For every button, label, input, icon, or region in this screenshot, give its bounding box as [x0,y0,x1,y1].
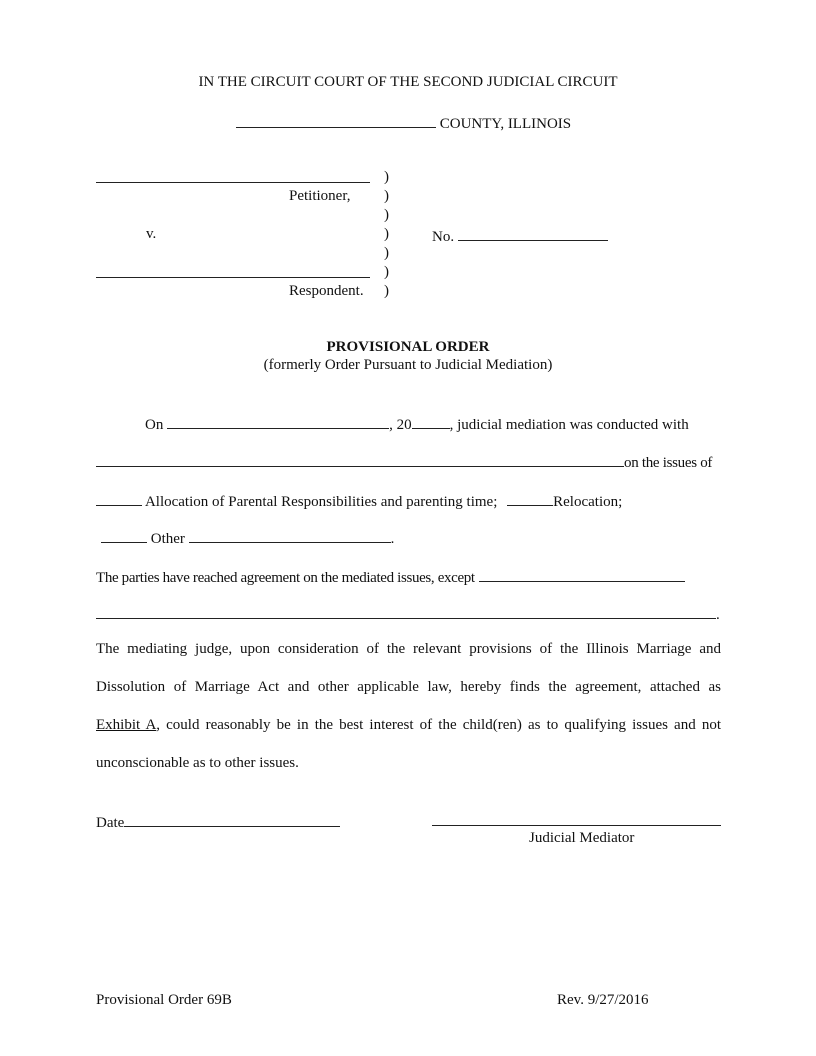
finding-line-4: unconscionable as to other issues. [96,755,299,771]
revision-date: Rev. 9/27/2016 [557,992,649,1008]
petitioner-label: Petitioner, [289,188,351,204]
case-number-label: No. [432,229,455,245]
year-prefix: , 20 [389,417,412,433]
period: . [390,531,395,547]
caption-paren: ) [384,245,389,261]
finding-line-1: The mediating judge, upon consideration of the relevant provisions of the Illinois Marriage and [96,641,721,657]
caption-paren: ) [384,188,389,204]
exceptions-continued-blank[interactable] [96,604,716,619]
date-label: Date [96,815,125,831]
allocation-text: Allocation of Parental Responsibilities and parenting time; [144,494,498,510]
respondent-label: Respondent. [289,283,364,299]
exceptions-continued-line [96,604,720,624]
mediator-label: Judicial Mediator [529,830,635,846]
relocation-checkbox-blank[interactable] [507,491,553,506]
period: . [716,607,720,623]
caption-paren: ) [384,264,389,280]
caption-paren: ) [384,207,389,223]
court-heading: IN THE CIRCUIT COURT OF THE SECOND JUDICIAL CIRCUIT [198,74,618,90]
mediation-date-blank[interactable] [167,414,389,429]
finding-line-3-text: , could reasonably be in the best interest of the child(ren) as to qualifying issues and not [156,717,721,733]
respondent-name-blank[interactable] [96,263,370,278]
caption-paren: ) [384,226,389,242]
other-description-blank[interactable] [189,528,391,543]
parties-line [96,452,712,472]
parties-blank[interactable] [96,452,624,467]
issues-line [96,491,622,511]
issues-of-text: on the issues of [624,455,713,471]
finding-line-3 [96,717,721,734]
allocation-checkbox-blank[interactable] [96,491,142,506]
conducted-text: , judicial mediation was conducted with [449,417,689,433]
caption-paren: ) [384,169,389,185]
agreement-line [96,567,685,587]
county-label: COUNTY, ILLINOIS [439,116,572,132]
on-label: On [145,417,164,433]
county-line [236,113,571,133]
date-line [96,812,340,832]
form-name: Provisional Order 69B [96,992,232,1008]
date-blank[interactable] [124,812,340,827]
order-title: PROVISIONAL ORDER [326,339,490,355]
other-checkbox-blank[interactable] [101,528,147,543]
versus-label: v. [146,226,157,242]
case-number-blank[interactable] [458,226,608,241]
county-blank[interactable] [236,113,436,128]
relocation-text: Relocation; [553,494,623,510]
year-blank[interactable] [412,414,450,429]
finding-line-2: Dissolution of Marriage Act and other applicable law, hereby finds the agreement, attached as [96,679,721,695]
caption-paren: ) [384,283,389,299]
order-subtitle: (formerly Order Pursuant to Judicial Mediation) [263,357,553,373]
exceptions-blank[interactable] [479,567,685,582]
case-number-line [432,226,608,246]
exhibit-reference: Exhibit A [96,717,157,733]
agreement-text: The parties have reached agreement on the mediated issues, except [96,570,475,586]
mediation-date-line [145,414,689,434]
other-text: Other [150,531,185,547]
mediator-signature-blank[interactable] [432,811,721,826]
petitioner-name-blank[interactable] [96,168,370,183]
other-issue-line [101,528,394,548]
